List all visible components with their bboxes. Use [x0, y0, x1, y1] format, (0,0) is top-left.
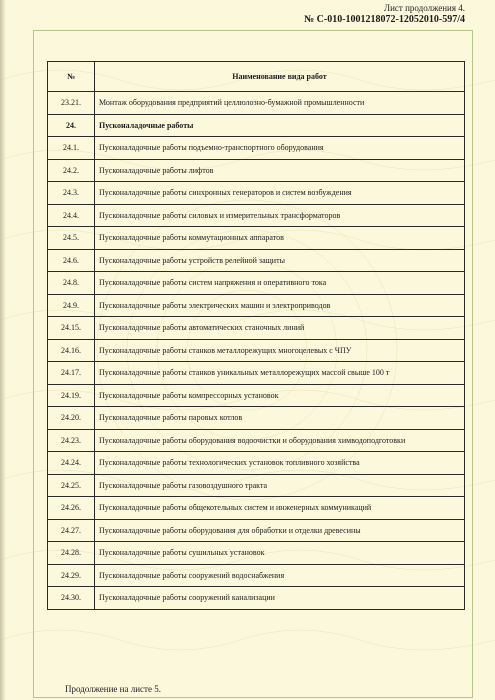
row-work-type: Пусконаладочные работы оборудования водоочистки и оборудования химводоподготовки: [95, 429, 465, 452]
row-number: 24.17.: [48, 362, 95, 385]
row-work-type: Пусконаладочные работы систем напряжения и оперативного тока: [95, 272, 465, 295]
continued-note: Продолжение на листе 5.: [65, 684, 161, 694]
row-number: 24.30.: [48, 587, 95, 610]
document-number: № С-010-1001218072-12052010-597/4: [304, 14, 465, 25]
row-number: 24.25.: [48, 474, 95, 497]
row-work-type: Пусконаладочные работы синхронных генераторов и систем возбуждения: [95, 182, 465, 205]
row-number: 24.8.: [48, 272, 95, 295]
row-work-type: Пусконаладочные работы паровых котлов: [95, 407, 465, 430]
row-number: 24.1.: [48, 137, 95, 160]
row-work-type: Пусконаладочные работы станков металлорежущих многоцелевых с ЧПУ: [95, 339, 465, 362]
row-number: 24.23.: [48, 429, 95, 452]
row-number: 24.28.: [48, 542, 95, 565]
row-work-type: Пусконаладочные работы устройств релейной защиты: [95, 249, 465, 272]
row-work-type: Пусконаладочные работы общекотельных систем и инженерных коммуникаций: [95, 497, 465, 520]
table-row: [48, 339, 465, 362]
table-row: [48, 362, 465, 385]
row-work-type: Пусконаладочные работы технологических установок топливного хозяйства: [95, 452, 465, 475]
table-row: [48, 114, 465, 137]
table-header-row: [48, 62, 465, 92]
row-work-type: Пусконаладочные работы силовых и измерительных трансформаторов: [95, 204, 465, 227]
row-work-type: Монтаж оборудования предприятий целлюлозно-бумажной промышленности: [95, 92, 465, 115]
row-number: 24.3.: [48, 182, 95, 205]
row-work-type: Пусконаладочные работы лифтов: [95, 159, 465, 182]
row-number: 23.21.: [48, 92, 95, 115]
table-row: [48, 587, 465, 610]
table-row: [48, 204, 465, 227]
column-header-work-type: Наименование вида работ: [95, 62, 465, 92]
table-row: [48, 474, 465, 497]
row-number: 24.: [48, 114, 95, 137]
row-work-type: Пусконаладочные работы: [95, 114, 465, 137]
table-row: [48, 92, 465, 115]
row-number: 24.19.: [48, 384, 95, 407]
table-row: [48, 384, 465, 407]
table-row: [48, 452, 465, 475]
row-number: 24.24.: [48, 452, 95, 475]
table-row: [48, 272, 465, 295]
table-row: [48, 249, 465, 272]
table-row: [48, 159, 465, 182]
row-work-type: Пусконаладочные работы газовоздушного тракта: [95, 474, 465, 497]
row-number: 24.29.: [48, 564, 95, 587]
sheet-note: Лист продолжения 4.: [384, 3, 465, 13]
row-work-type: Пусконаладочные работы автоматических станочных линий: [95, 317, 465, 340]
work-types-table: [47, 61, 465, 610]
row-work-type: Пусконаладочные работы компрессорных установок: [95, 384, 465, 407]
table-row: [48, 429, 465, 452]
row-work-type: Пусконаладочные работы сооружений водоснабжения: [95, 564, 465, 587]
scan-edge-shadow: [0, 0, 6, 700]
table-row: [48, 317, 465, 340]
row-work-type: Пусконаладочные работы электрических машин и электроприводов: [95, 294, 465, 317]
row-number: 24.6.: [48, 249, 95, 272]
table-row: [48, 497, 465, 520]
column-header-number: №: [48, 62, 95, 92]
table-row: [48, 137, 465, 160]
row-work-type: Пусконаладочные работы сушильных установок: [95, 542, 465, 565]
table-body: [48, 92, 465, 610]
row-number: 24.27.: [48, 519, 95, 542]
table-row: [48, 542, 465, 565]
row-number: 24.4.: [48, 204, 95, 227]
row-work-type: Пусконаладочные работы сооружений канализации: [95, 587, 465, 610]
table-row: [48, 519, 465, 542]
table-row: [48, 227, 465, 250]
row-work-type: Пусконаладочные работы оборудования для обработки и отделки древесины: [95, 519, 465, 542]
row-number: 24.2.: [48, 159, 95, 182]
row-work-type: Пусконаладочные работы станков уникальных металлорежущих массой свыше 100 т: [95, 362, 465, 385]
table-row: [48, 294, 465, 317]
row-number: 24.9.: [48, 294, 95, 317]
table-row: [48, 564, 465, 587]
row-work-type: Пусконаладочные работы коммутационных аппаратов: [95, 227, 465, 250]
row-number: 24.20.: [48, 407, 95, 430]
table-row: [48, 182, 465, 205]
row-work-type: Пусконаладочные работы подъемно-транспортного оборудования: [95, 137, 465, 160]
row-number: 24.15.: [48, 317, 95, 340]
row-number: 24.26.: [48, 497, 95, 520]
row-number: 24.5.: [48, 227, 95, 250]
table-row: [48, 407, 465, 430]
row-number: 24.16.: [48, 339, 95, 362]
